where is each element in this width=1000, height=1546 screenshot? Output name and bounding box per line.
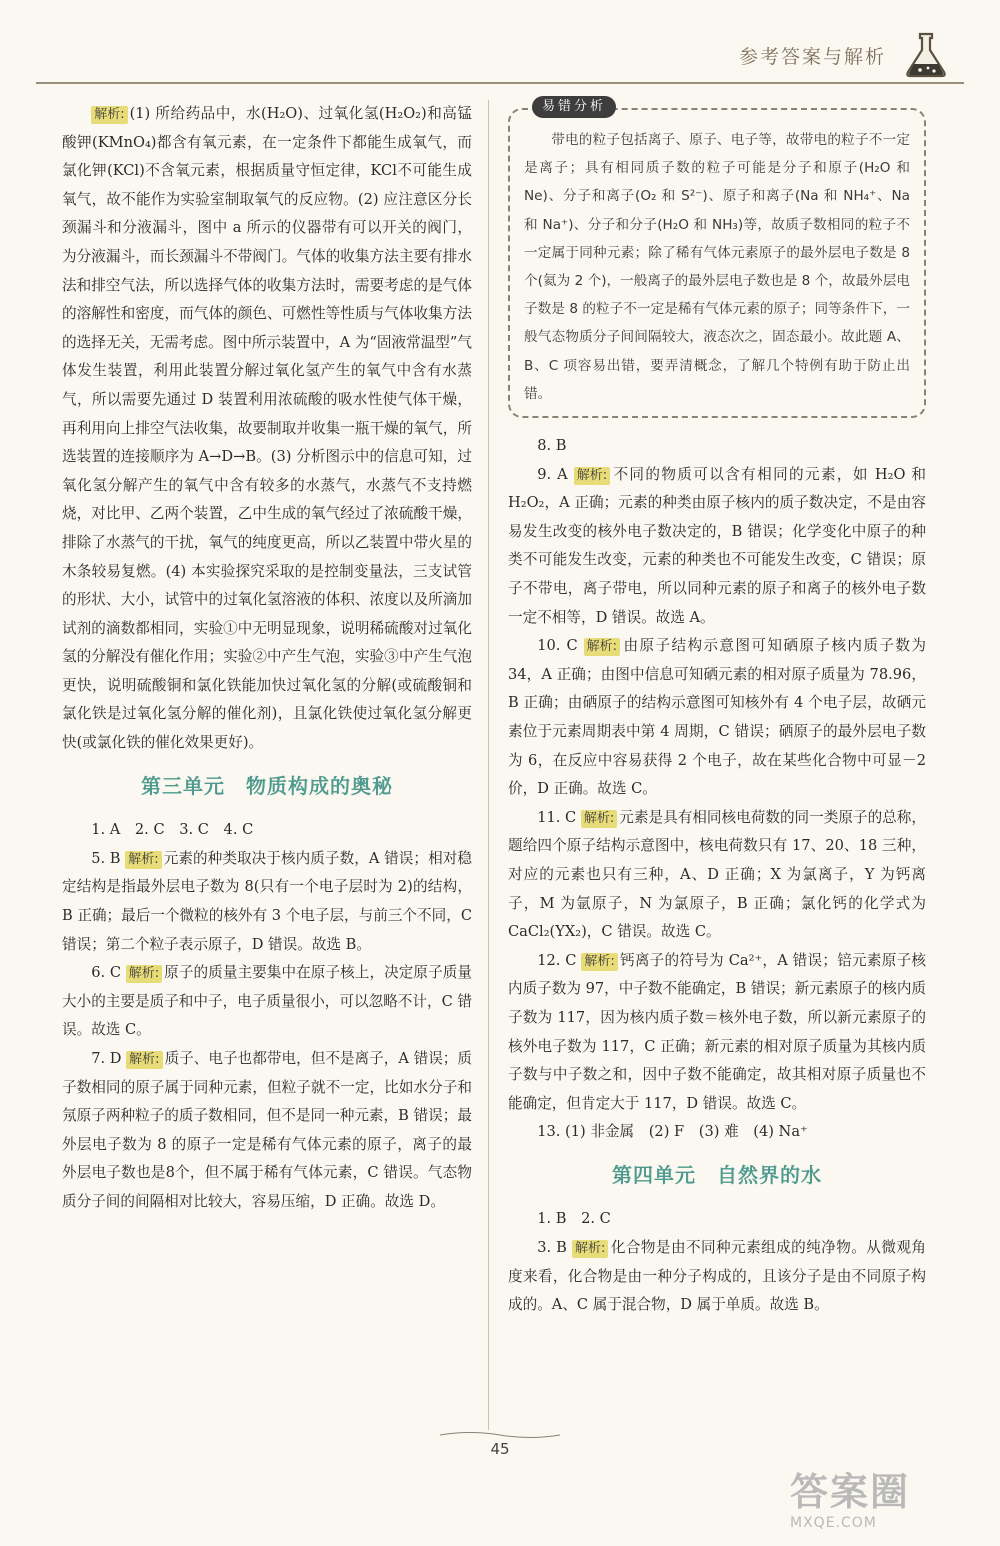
analysis-tag: 解析: [126, 1051, 162, 1069]
analysis-tag: 解析: [581, 810, 617, 828]
error-analysis-box [508, 99, 926, 418]
section-title-unit-4: 第四单元 自然界的水 [612, 1162, 822, 1187]
watermark-logo-text: 答案圈 [790, 1470, 911, 1514]
section-title-unit-3: 第三单元 物质构成的奥秘 [141, 773, 393, 798]
column-divider [488, 100, 489, 1430]
watermark-url: MXQE.COM [790, 1515, 877, 1531]
page-header [36, 36, 964, 84]
flask-icon [898, 30, 954, 80]
answer-item-7: 7. D 解析: 质子、电子也都带电，但不是离子，A 错误；质子数相同的原子属于同种元素，但粒子就不一定，比如水分子和氖原子两种粒子的质子数相同，但不是同一种元素，B 错误；最外层电子数为 8 的原子一定是稀有气体元素的原子，离子的最外层电子数也是8个，但不属于稀有气体元素，C 错误。气态物质分子间的间隔相对比较大，容易压缩，D 正确。故选 D。 [62, 1050, 473, 1210]
header-title: 参考答案与解析 [738, 46, 886, 68]
answer-line: 1. A 2. C 3. C 4. C [91, 821, 254, 839]
left-column [62, 100, 472, 1217]
answer-analysis-paragraph: 解析: (1) 所给药品中，水(H₂O)、过氧化氢(H₂O₂)和高锰酸钾(KMnO₄)都含有氧元素，在一定条件下都能生成氧气，而氯化钾(KCl)不含氧元素，根据质量守恒定律，KCl不可能生成氧气，故不能作为实验室制取氧气的反应物。(2) 应注意区分长颈漏斗和分液漏斗，图中 a 所示的仪器带有可以开关的阀门，为分液漏斗，而长颈漏斗不带阀门。气体的收集方法主要有排水法和排空气法，所以选择气体的收集方法时，需要考虑的是气体的溶解性和密度，而气体的颜色、可燃性等性质与气体收集方法的选择无关，无需考虑。图中所示装置中，A 为“固液常温型”气体发生装置，利用此装置分解过氧化氢产生的氧气中含有水蒸气，所以需要先通过 D 装置利用浓硫酸的吸水性使气体干燥，再利用向上排空气法收集，故要制取并收集一瓶干燥的氧气，所选装置的连接顺序为 A→D→B。(3) 分析图示中的信息可知，过氧化氢分解产生的氧气中含有较多的水蒸气，水蒸气不支持燃烧，对比甲、乙两个装置，乙中生成的氧气经过了浓硫酸干燥，排除了水蒸气的干扰，氧气的纯度更高，所以乙装置中带火星的木条较易复燃。(4) 本实验探究采取的是控制变量法，三支试管的形状、大小，试管中的过氧化氢溶液的体积、浓度以及所滴加试剂的滴数都相同，实验①中无明显现象，说明稀硫酸对过氧化氢的分解没有催化作用；实验②中产生气泡，实验③中产生气泡更快，说明硫酸铜和氯化铁能加快过氧化氢的分解(或硫酸铜和氯化铁是过氧化氢分解的催化剂)，且氯化铁使过氧化氢分解更快(或氯化铁的催化效果更好)。 [62, 105, 472, 752]
analysis-tag: 解析: [126, 965, 162, 983]
answer-item-6: 6. C 解析: 原子的质量主要集中在原子核上，决定原子质量大小的主要是质子和中子，电子质量很小，可以忽略不计，C 错误。故选 C。 [62, 964, 473, 1039]
site-watermark [790, 1470, 970, 1540]
analysis-tag: 解析: [572, 1240, 608, 1258]
answer-item-12: 12. C 解析: 钙离子的符号为 Ca²⁺，A 错误；锫元素原子核内质子数为 97，中子数不能确定，B 错误；新元素原子的核内质子数为 117，因为核内质子数＝核外电子数，所以新元素原子的核外电子数为 117，C 正确；新元素的相对原子质量为其核内质子数与中子数之和，因中子数不能确定，故其相对原子质量也不能确定，但肯定大于 117，D 错误。故选 C。 [508, 951, 927, 1112]
box-text: 带电的粒子包括离子、原子、电子等，故带电的粒子不一定是离子；具有相同质子数的粒子可能是分子和原子(H₂O 和 Ne)、分子和离子(O₂ 和 S²⁻)、原子和离子(Na 和 NH₄⁺、Na 和 Na⁺)、分子和分子(H₂O 和 NH₃)等，故质子数相同的粒子不一定属于同种元素；除了稀有气体元素原子的最外层电子数是 8 个(氦为 2 个)，一般离子的最外层电子数也是 8 个，故最外层电子数是 8 的粒子不一定是稀有气体元素的原子；同等条件下，一般气态物质分子间间隔较大，液态次之，固态最小。故此题 A、B、C 项容易出错，要弄清概念，了解几个特例有助于防止出错。 [524, 132, 910, 402]
answer-item-10: 10. C 解析: 由原子结构示意图可知硒原子核内质子数为 34，A 正确；由图中信息可知硒元素的相对原子质量为 78.96，B 正确；由硒原子的结构示意图可知核外有 4 个电子层，故硒元素位于元素周期表中第 4 周期，C 错误；硒原子的最外层电子数为 6，在反应中容易获得 2 个电子，故在某些化合物中可显－2 价，D 正确。故选 C。 [508, 637, 926, 798]
analysis-tag: 解析: [581, 953, 617, 971]
box-title: 易错分析 [532, 96, 616, 118]
page-number-ornament [430, 1430, 570, 1440]
answer-item-9: 9. A 解析: 不同的物质可以含有相同的元素，如 H₂O 和 H₂O₂，A 正确；元素的种类由原子核内的质子数决定，不是由容易发生改变的核外电子数决定的，B 错误；化学变化中原子的种类不可能发生改变，元素的种类也不可能发生改变，C 错误；原子不带电，离子带电，所以同种元素的原子和离子的核外电子数一定不相等，D 错误。故选 A。 [508, 465, 927, 626]
answer-item-13: 13. (1) 非金属 (2) F (3) 难 (4) Na⁺ [537, 1123, 808, 1141]
analysis-tag: 解析: [91, 106, 127, 124]
analysis-tag: 解析: [574, 467, 610, 485]
answer-item-8: 8. B [537, 437, 567, 455]
answer-line: 1. B 2. C [537, 1210, 611, 1228]
answer-item-11: 11. C 解析: 元素是具有相同核电荷数的同一类原子的总称，题给四个原子结构示意图中，核电荷数只有 17、20、18 三种，对应的元素也只有三种，A、D 正确；X 为氯离子，Y 为钙离子，M 为氩原子，N 为氯原子，B 正确；氯化钙的化学式为 CaCl₂(YX₂)，C 错误。故选 C。 [508, 808, 926, 941]
answer-item-5: 5. B 解析: 元素的种类取决于核内质子数，A 错误；相对稳定结构是指最外层电子数为 8(只有一个电子层时为 2)的结构，B 正确；最后一个微粒的核外有 3 个电子层，与前三个不同，C 错误；第二个粒子表示原子，D 错误。故选 B。 [62, 849, 472, 953]
answer-item-3: 3. B 解析: 化合物是由不同种元素组成的纯净物。从微观角度来看，化合物是由一种分子构成的，且该分子是由不同原子构成的。A、C 属于混合物，D 属于单质。故选 B。 [508, 1239, 926, 1314]
page-number: 45 [490, 1440, 510, 1458]
analysis-tag: 解析: [584, 638, 620, 656]
right-column [508, 99, 927, 1320]
analysis-tag: 解析: [125, 851, 161, 869]
